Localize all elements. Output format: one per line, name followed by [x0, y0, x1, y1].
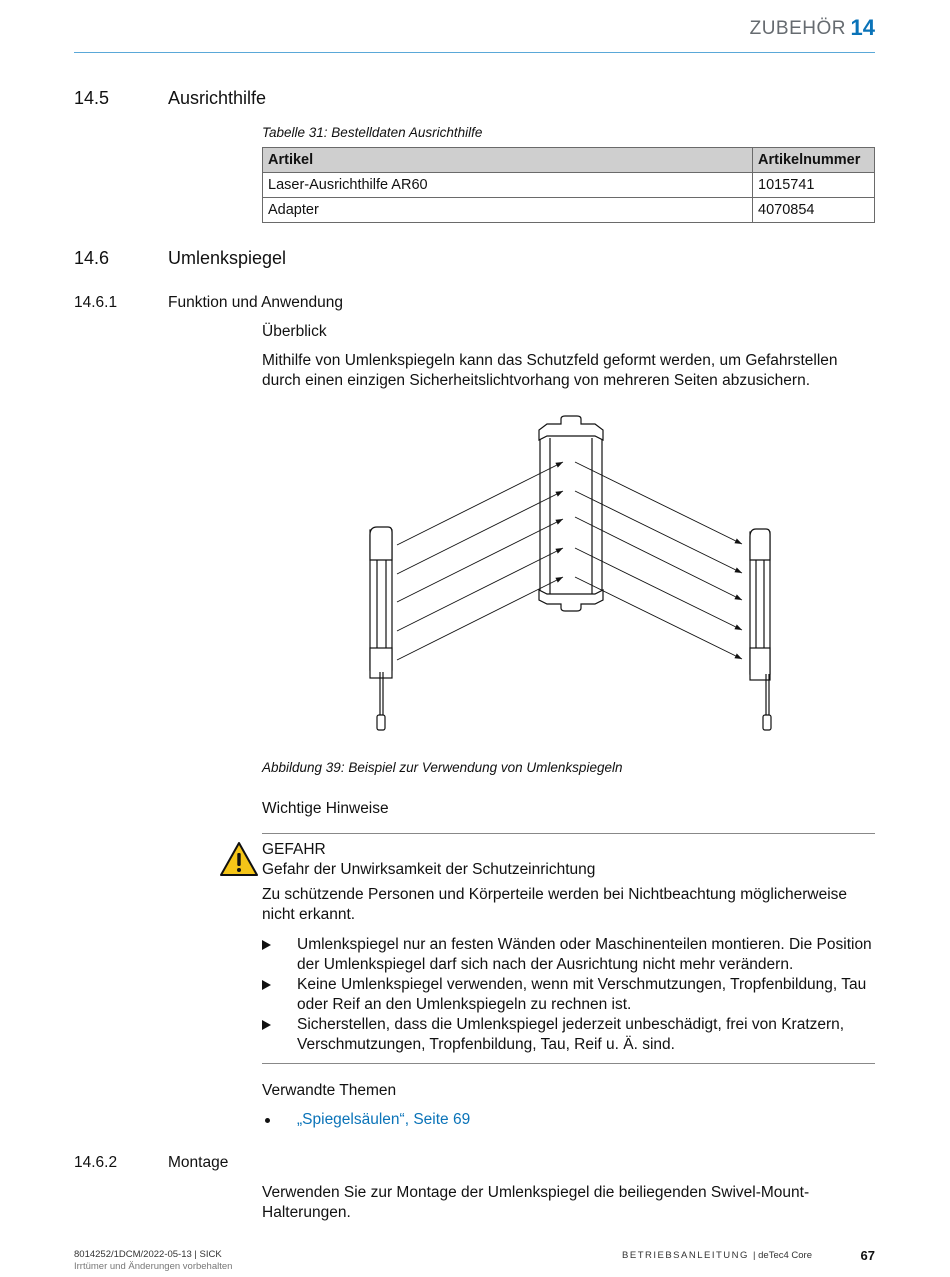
section-title-umlenkspiegel: Umlenkspiegel	[168, 248, 287, 268]
subsection-number-14-6-1: 14.6.1	[74, 294, 118, 311]
triangle-bullet-icon	[262, 980, 271, 990]
table-header-row	[263, 148, 875, 173]
warning-title: Gefahr der Unwirksamkeit der Schutzeinrichtung	[262, 861, 596, 878]
warning-bottom-rule	[262, 1063, 875, 1064]
footer-disclaimer: Irrtümer und Änderungen vorbehalten	[74, 1261, 233, 1272]
table-row	[263, 173, 875, 198]
section-number-14-6: 14.6	[74, 248, 110, 268]
notes-heading: Wichtige Hinweise	[262, 800, 389, 817]
order-data-table	[262, 147, 875, 223]
triangle-bullet-icon	[262, 1020, 271, 1030]
cell-artikel: Laser-Ausrichthilfe AR60	[263, 173, 753, 198]
header-rule	[74, 52, 875, 53]
column-header-artikel: Artikel	[263, 148, 753, 173]
related-topics-heading: Verwandte Themen	[262, 1082, 397, 1099]
list-item: Sicherstellen, dass die Umlenkspiegel jederzeit unbeschädigt, frei von Kratzern, Verschmutzungen, Tropfenbildung, Tau, Reif u. Ä. sind.	[262, 1015, 874, 1055]
bullet-dot-icon	[265, 1118, 270, 1123]
related-link-spiegelsaeulen[interactable]: „Spiegelsäulen“, Seite 69	[297, 1111, 471, 1128]
triangle-bullet-icon	[262, 940, 271, 950]
table-row	[263, 198, 875, 223]
table-caption: Tabelle 31: Bestelldaten Ausrichthilfe	[262, 125, 483, 140]
subsection-title-montage: Montage	[168, 1154, 229, 1171]
cell-artikelnummer: 1015741	[753, 173, 875, 198]
overview-text: Mithilfe von Umlenkspiegeln kann das Schutzfeld geformt werden, um Gefahrstellen durch einen einzigen Sicherheitslichtvorhang von mehreren Seiten abzusichern.	[262, 352, 838, 389]
list-item: Keine Umlenkspiegel verwenden, wenn mit Verschmutzungen, Tropfenbildung, Tau oder Reif an den Umlenkspiegeln zu rechnen ist.	[262, 975, 874, 1015]
overview-heading: Überblick	[262, 323, 327, 340]
deflection-mirror-illustration	[355, 410, 795, 750]
cell-artikel: Adapter	[263, 198, 753, 223]
subsection-number-14-6-2: 14.6.2	[74, 1154, 118, 1171]
footer-doc-type: BETRIEBSANLEITUNG | deTec4 Core	[622, 1250, 812, 1261]
footer-doc-id: 8014252/1DCM/2022-05-13 | SICK	[74, 1249, 222, 1260]
warning-triangle-icon	[219, 841, 259, 877]
sender-column-icon	[370, 527, 392, 730]
list-item: Umlenkspiegel nur an festen Wänden oder Maschinenteilen montieren. Die Position der Umlenkspiegel darf sich nach der Ausrichtung nicht mehr verändern.	[262, 935, 874, 975]
warning-signal-word: GEFAHR	[262, 841, 326, 858]
chapter-label: ZUBEHÖR	[749, 18, 846, 39]
cell-artikelnummer: 4070854	[753, 198, 875, 223]
page-number: 67	[860, 1248, 875, 1263]
subsection-title-funktion: Funktion und Anwendung	[168, 294, 343, 311]
montage-text: Verwenden Sie zur Montage der Umlenkspiegel die beiliegenden Swivel-Mount-Halterungen.	[262, 1184, 810, 1221]
figure-caption: Abbildung 39: Beispiel zur Verwendung von Umlenkspiegeln	[262, 760, 623, 775]
warning-action-list	[262, 935, 874, 1055]
warning-text: Zu schützende Personen und Körperteile werden bei Nichtbeachtung möglicherweise nicht erkannt.	[262, 886, 848, 923]
section-title-ausrichthilfe: Ausrichthilfe	[168, 88, 267, 108]
receiver-column-icon	[750, 529, 771, 730]
section-number-14-5: 14.5	[74, 88, 110, 108]
column-header-artikelnummer: Artikelnummer	[753, 148, 875, 173]
mirror-column-icon	[539, 416, 603, 611]
warning-top-rule	[262, 833, 875, 834]
chapter-number: 14	[850, 15, 875, 40]
